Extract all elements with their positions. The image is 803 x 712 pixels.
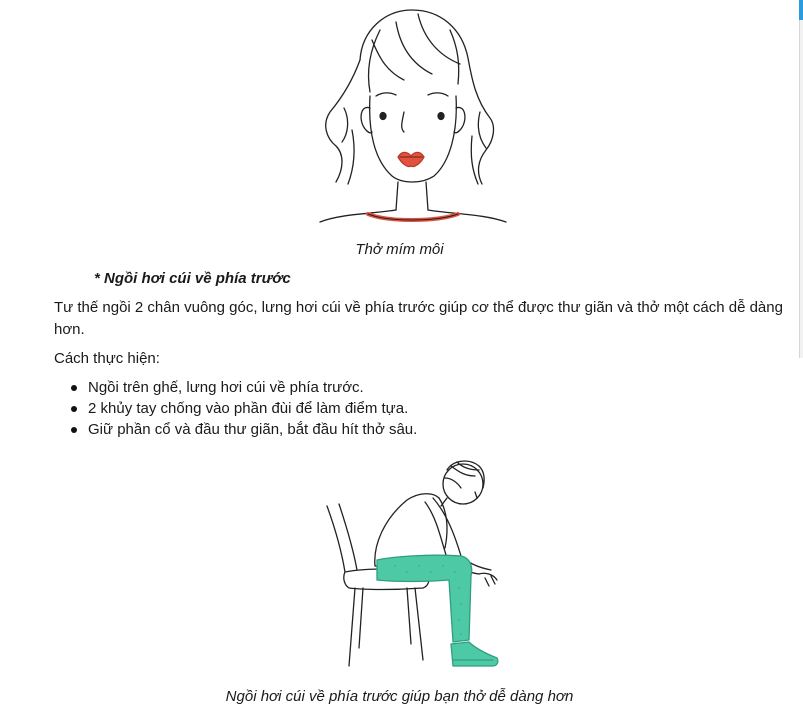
pursed-lip-breathing-illustration: [300, 0, 520, 232]
list-item: [54, 377, 417, 398]
list-item: [54, 419, 417, 440]
sitting-leaning-forward-illustration: [315, 448, 515, 673]
steps-list: [54, 377, 417, 440]
step-text: 2 khủy tay chống vào phần đùi để làm điểm tựa.: [88, 400, 409, 417]
steps-intro: Cách thực hiện:: [54, 350, 160, 367]
sitting-figure-caption: Ngồi hơi cúi về phía trước giúp bạn thở dễ dàng hơn: [225, 688, 574, 705]
bullet-icon: [71, 427, 77, 433]
bullet-icon: [71, 406, 77, 412]
section-description: Tư thế ngồi 2 chân vuông góc, lưng hơi cúi về phía trước giúp cơ thể được thư giãn và thở một cách dễ dàng hơn.: [54, 299, 783, 338]
step-text: Ngồi trên ghế, lưng hơi cúi về phía trước.: [88, 379, 364, 396]
face-figure-caption: Thở mím môi: [355, 241, 444, 258]
section-heading: * Ngồi hơi cúi về phía trước: [94, 270, 291, 287]
step-text: Giữ phần cổ và đầu thư giãn, bắt đầu hít thở sâu.: [88, 421, 418, 438]
list-item: [54, 398, 417, 419]
scrollbar-thumb[interactable]: [799, 0, 803, 20]
scrollbar-track[interactable]: [799, 0, 803, 358]
bullet-icon: [71, 385, 77, 391]
